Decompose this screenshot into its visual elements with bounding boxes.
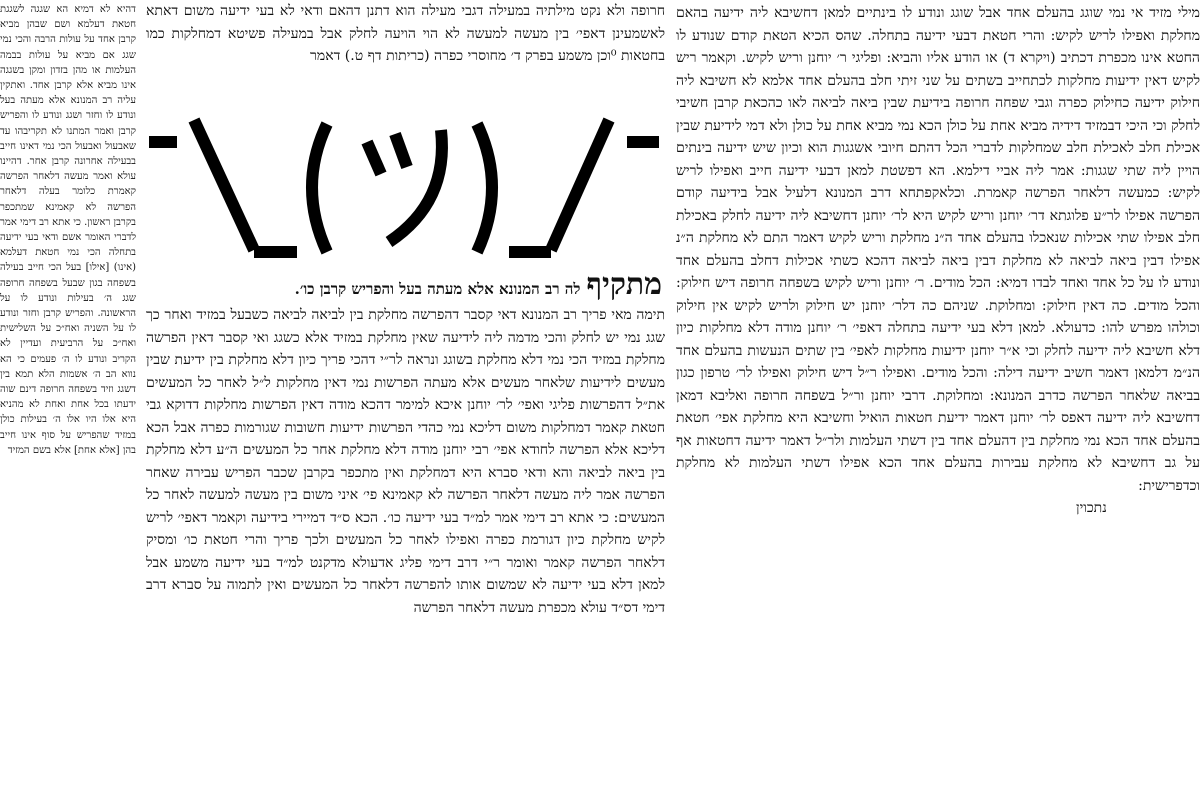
headline-word: מתקיף <box>586 267 662 302</box>
tosafot-top-text: חרופה ולא נקט מילתיה במעילה דגבי מעילה הוא דתנן דהאם ודאי לא בעי ידיעה משום דאתא לאשמעינן דאפי׳ בין מעשה למעשה לא הוי הויעה לחלק אבל במעילה פשיטא דמחלקות כמו בחטאות ⁰וכן משמע בפרק ד׳ מחוסרי כפרה (כריתות דף ט.) דאמר <box>146 3 665 64</box>
rashi-text: דהיא לא דמיא הא שגגה לשגגת חטאת דעלמא ושם שבהן מביא קרבן אחד על עולות הרבה והכי נמי שגג אם מביא על עולות בבמה העלמות או מהן בזדון ומקן בשגגה אינו מביא אלא קרבן אחד. ואתקין עליה רב המנונא אלא מעתה בעל ונודע לו וחזר ושגג ונודע לו והפריש קרבן ואמר המתנו לא תקריבהו עד שאבעול ואבעול הכי נמי דאינו חייב בבעילה אחרונה קרבן אחר. דהיינו עולא ואמר מעשה דלאחר הפרשה קאמרת כלומר בעלה דלאחר הפרשה לא קאמינא שמתכפר בקרבן ראשון. כי אתא רב דימי אמר לדברי האומר אשם ודאי בעי ידיעה בתחלה הכי נמי חטאת דעלמא (אינו) [אילו] בעל הכי חייב בעילה בשפחה בגון שבעל בשפחה חרופה שגג ה׳ בעילות ונודע לו על הראשונה. והפריש קרבן וחזר ונודע לו על השניה ואח״כ על השלישית ואח״כ על הרביעית ועדיין לא הקריב ונודע לו ה׳ פעמים כי הא נווא הב ה׳ אשמות הלא תמא בין דשגג וזיד בשפחה חרופה דינם שוה ידעתו בכל אחת ואחת לא מהניא היא אלו היו אלו ה׳ בעילות כולן במזיד שהפריש על סוף אינו חייב בהן [אלא אחת] אלא בשם המזיד <box>0 4 136 456</box>
headline-continuation: לה רב המנונא אלא מעתה בעל והפריש קרבן כו׳. <box>294 280 581 298</box>
shrug-graphic <box>149 112 661 262</box>
shrug-emoticon <box>149 112 661 262</box>
headline <box>150 268 662 302</box>
main-commentary-text: מילי מזיד אי נמי שוגג בהעלם אחד אבל שוגג ונודע לו בינתיים למאן דחשיבא ליה ידיעה בהאם מחלקת ואפילו לריש לקיש: והרי חטאת דבעי ידיעה בתחלה. שהס הכיא הטאת קודם שנודע לו החטא אינו מכפרת דכתיב (ויקרא ד) או הודע אליו והביא: ופליגי ר׳ יוחנן וריש לקיש. וקאמר ריש לקיש דאין ידיעות מחלקות לכתחייב בשתים על שני זיתי חלב בהעלם אחד אלמא לא חשיבא ליה חילוק ידיעה כחילוק כפרה וגבי שפחה חרופה בידיעת שבין ביאה לביאה לאו כהכאת קרבן חשיבי לחלק וכי היכי דבמזיד דידיה מביא אחת על כולן הכא נמי מביא אחת על כולן ולא דמי לידיעת שבין אכילת חלב לאכילת חלב שמחלקות לדברי הכל דהתם חיובי אשגגות הוא וכיון שיש ידיעה בינתים הויין ליה שתי שגגות: אמר ליה אביי דילמא. הא דפשטת למאן דבעי ידיעה חייב ואפילו לריש לקיש: כמעשה דלאחר הפרשה קאמרת. וכלאקפתחא דרב המנונא דלעיל אבל בידיעה קודם הפרשה אפילו לר״ע פלוגתא דר׳ יוחנן וריש לקיש היא לר׳ יוחנן דחשיבא ליה ידיעה לחלק באכילת חלב אפילו שתי אכילות שנאכלו בהעלם אחד ה״נ מחלקת וריש לקיש דאמר התם לא מחלקת ה״נ אפילו דבין ביאה לביאה לא מחלקת דבין ביאה לביאה דהכא כשתי אכילות דחלב בהעלם אחד ונודע לו על כל אחד ואחד לבדו דמיא: הכל מודים. ר׳ יוחנן וריש לקיש בשפחה חרופה דיש חילוק: והכל מודים. כה דאין חילוק: ומחלוקת. שניהם כה דלר׳ יוחנן יש חילוק ולריש לקיש אין חילוק וכולהו מפרש להו: כדעולא. למאן דלא בעי ידיעה בתחלה דאפי׳ ר׳ יוחנן מודה דלא מחלקות כיון דלא חשיבא ליה ידיעה לחלק וכי א״ר יוחנן ידיעות מחלקות לאפי׳ בין שתים הנעשות בהעלם אחד הנ״מ דלמאן דאמר חשיב ידיעה דילה: והכל מודים. ואפילו ר״ל דיש חילוק ואפילו לר׳ טרפון כגון בביאה שלאחר הפרשה כדרב המנונא: ומחלוקת. דרבי יוחנן ור״ל בשפחה חרופה ואליבא דמאן דחשיבא ליה ידיעה דאפס לר׳ יוחנן דאמר ידיעת חטאות הואיל וחשיבא היא מחלקת אפי׳ חטאת בהעלם אחד הכא נמי מחלקת בין דהעלם אחד בין דשתי העלמות ולר״ל דאמר ידיעה דחטאות אף על גב דחשיבא לא מחלקת עבירות בהעלם אחד הכא אפילו דשתי העלמות לא מחלקת וכדפרישית: <box>676 5 1200 494</box>
tosafot-bottom-text: תימה מאי פריך רב המנונא דאי קסבר דהפרשה מחלקת בין לביאה לביאה כשבעל במזיד ואחר כך שגג נמי יש לחלק והכי מדמה ליה לידיעה שאין מחלקת במזיד אלא כשגג ואי קסבר דאין הפרשה מחלקת במזיד הכי נמי דלא מחלקת בשוגג ונראה לר״י דהכי פריך כיון דלא מחלקת בין ידיעת שבין מעשים לידיעות שלאחר מעשים אלא מעתה הפרשות נמי דאין מחלקות ל״ל לאחר כל המעשים את״ל דהפרשות פליגי ואפי׳ לר׳ יוחנן איכא למימר דהכא מודה דאין הפרשות מחלקות דדוקא גבי חטאת קאמר דמחלקות משום דליכא נמי כהדי הפרשות ידיעות חשובות שגורמות כפרה אבל הכא דליכא אלא הפרשה לחודא אפי׳ רבי יוחנן מודה דלא מחלקת אחר כל המעשים ה״ע דלא מחלקת בין ביאה לביאה והא ודאי סברא היא דמחלקת ואין מתכפר בקרבן שכבר הפריש עבירה שאחר הפרשה אמר ליה מעשה דלאחר הפרשה לא קאמינא פי׳ איני משום בין מעשה למעשה לאחר כל המעשים: כי אתא רב דימי אמר למ״ד בעי ידיעה כו׳. הכא ס״ד דמיירי בידיעה וקאמר דאפי׳ לריש לקיש מחלקת כיון דגורמת כפרה ואפילו לאחר כל המעשים ולכך פריך והרי חטאת כו׳ ומסיק דלאחר הפרשה קאמר ואומר ר״י דרב דימי פליג אדעולא מדקנט למ״ד בעי ידיעה משמע אבל למאן דלא בעי ידיעה לא שמשום אותו להפרשה דלאחר כל המעשים ואין לתמוה על סברא דרב דימי דס״ד עולא מכפרת מעשה דלאחר הפרשה <box>146 307 665 616</box>
catchword: נתכוין <box>1076 500 1107 516</box>
main-commentary-column <box>676 0 1200 805</box>
rashi-column <box>0 0 136 805</box>
